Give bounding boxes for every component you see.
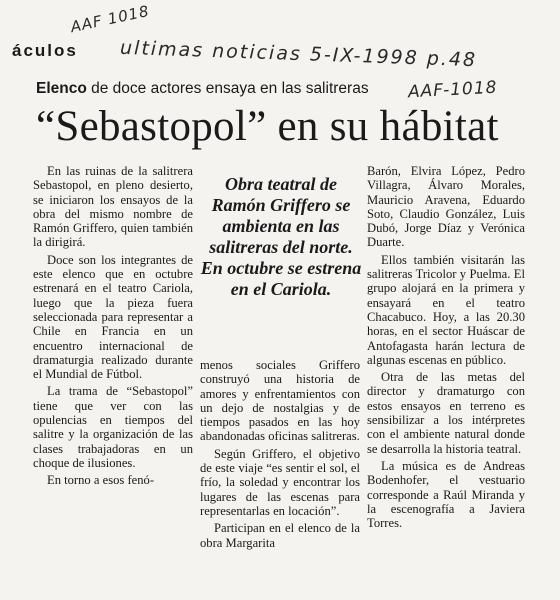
paragraph: La música es de Andreas Bodenhofer, el vestuario corresponde a Raúl Miranda y la escenografía a Javiera Torres.	[367, 458, 525, 531]
paragraph: Doce son los integrantes de este elenco que en octubre estrenará en el teatro Cariola, luego que la pieza fuera seleccionada para representar a Chile en Francia en un encuentro internacional de dramaturgia realizado durante el Mundial de Fútbol.	[33, 252, 193, 382]
paragraph: Barón, Elvira López, Pedro Villagra, Álvaro Morales, Mauricio Aravena, Eduardo Soto, Claudio González, Luis Dubó, Jorge Díaz y Verónica Duarte.	[367, 164, 525, 250]
article-column-2	[200, 358, 360, 550]
paragraph: La trama de “Sebastopol” tiene que ver con las opulencias en tiempos del salitre y la organización de las clases trabajadoras en un choque de ilusiones.	[33, 384, 193, 470]
paragraph: Otra de las metas del director y dramaturgo con estos ensayos en terreno es sensibilizar a los intérpretes con el ambiente natural donde se desarrolla la historia teatral.	[367, 370, 525, 456]
kicker-text: de doce actores ensaya en las salitreras	[86, 80, 369, 97]
handwritten-source-date: ultimas noticias 5-IX-1998 p.48	[119, 36, 478, 72]
kicker-bold: Elenco	[36, 80, 87, 97]
section-label: áculos	[12, 41, 78, 60]
headline: “Sebastopol” en su hábitat	[36, 103, 499, 150]
paragraph: En las ruinas de la salitrera Sebastopol, en pleno desierto, se iniciaron los ensayos de la obra del mismo nombre de Ramón Griffero, quien también la dirigirá.	[33, 164, 193, 250]
handwritten-clipping-code: AAF-1018	[407, 77, 498, 103]
paragraph: Según Griffero, el objetivo de este viaje “es sentir el sol, el frío, la soledad y encontrar los lugares de las escenas para representarlas en locación”.	[200, 446, 360, 518]
paragraph: En torno a esos fenó-	[47, 473, 155, 488]
paragraph: Ellos también visitarán las salitreras Tricolor y Puelma. El grupo alojará en la primera y ensayará en el teatro Chacabuco. Hoy, a las 20.30 horas, en el sector Huáscar de Antofagasta harán lectura de algunas escenas en público.	[367, 252, 525, 367]
kicker	[36, 80, 369, 98]
article-column-3	[367, 164, 525, 530]
paragraph: Participan en el elenco de la obra Margarita	[200, 521, 360, 550]
article-column-1	[33, 164, 193, 488]
handwritten-archive-code: AAF 1018	[69, 1, 152, 37]
pull-quote: Obra teatral de Ramón Griffero se ambienta en las salitreras del norte. En octubre se estrena en el Cariola.	[200, 174, 362, 299]
paragraph: menos sociales Griffero construyó una historia de amores y enfrentamientos con un dejo de nostalgias y de tiempos pasados en las hoy abandonadas oficinas salitreras.	[200, 358, 360, 444]
